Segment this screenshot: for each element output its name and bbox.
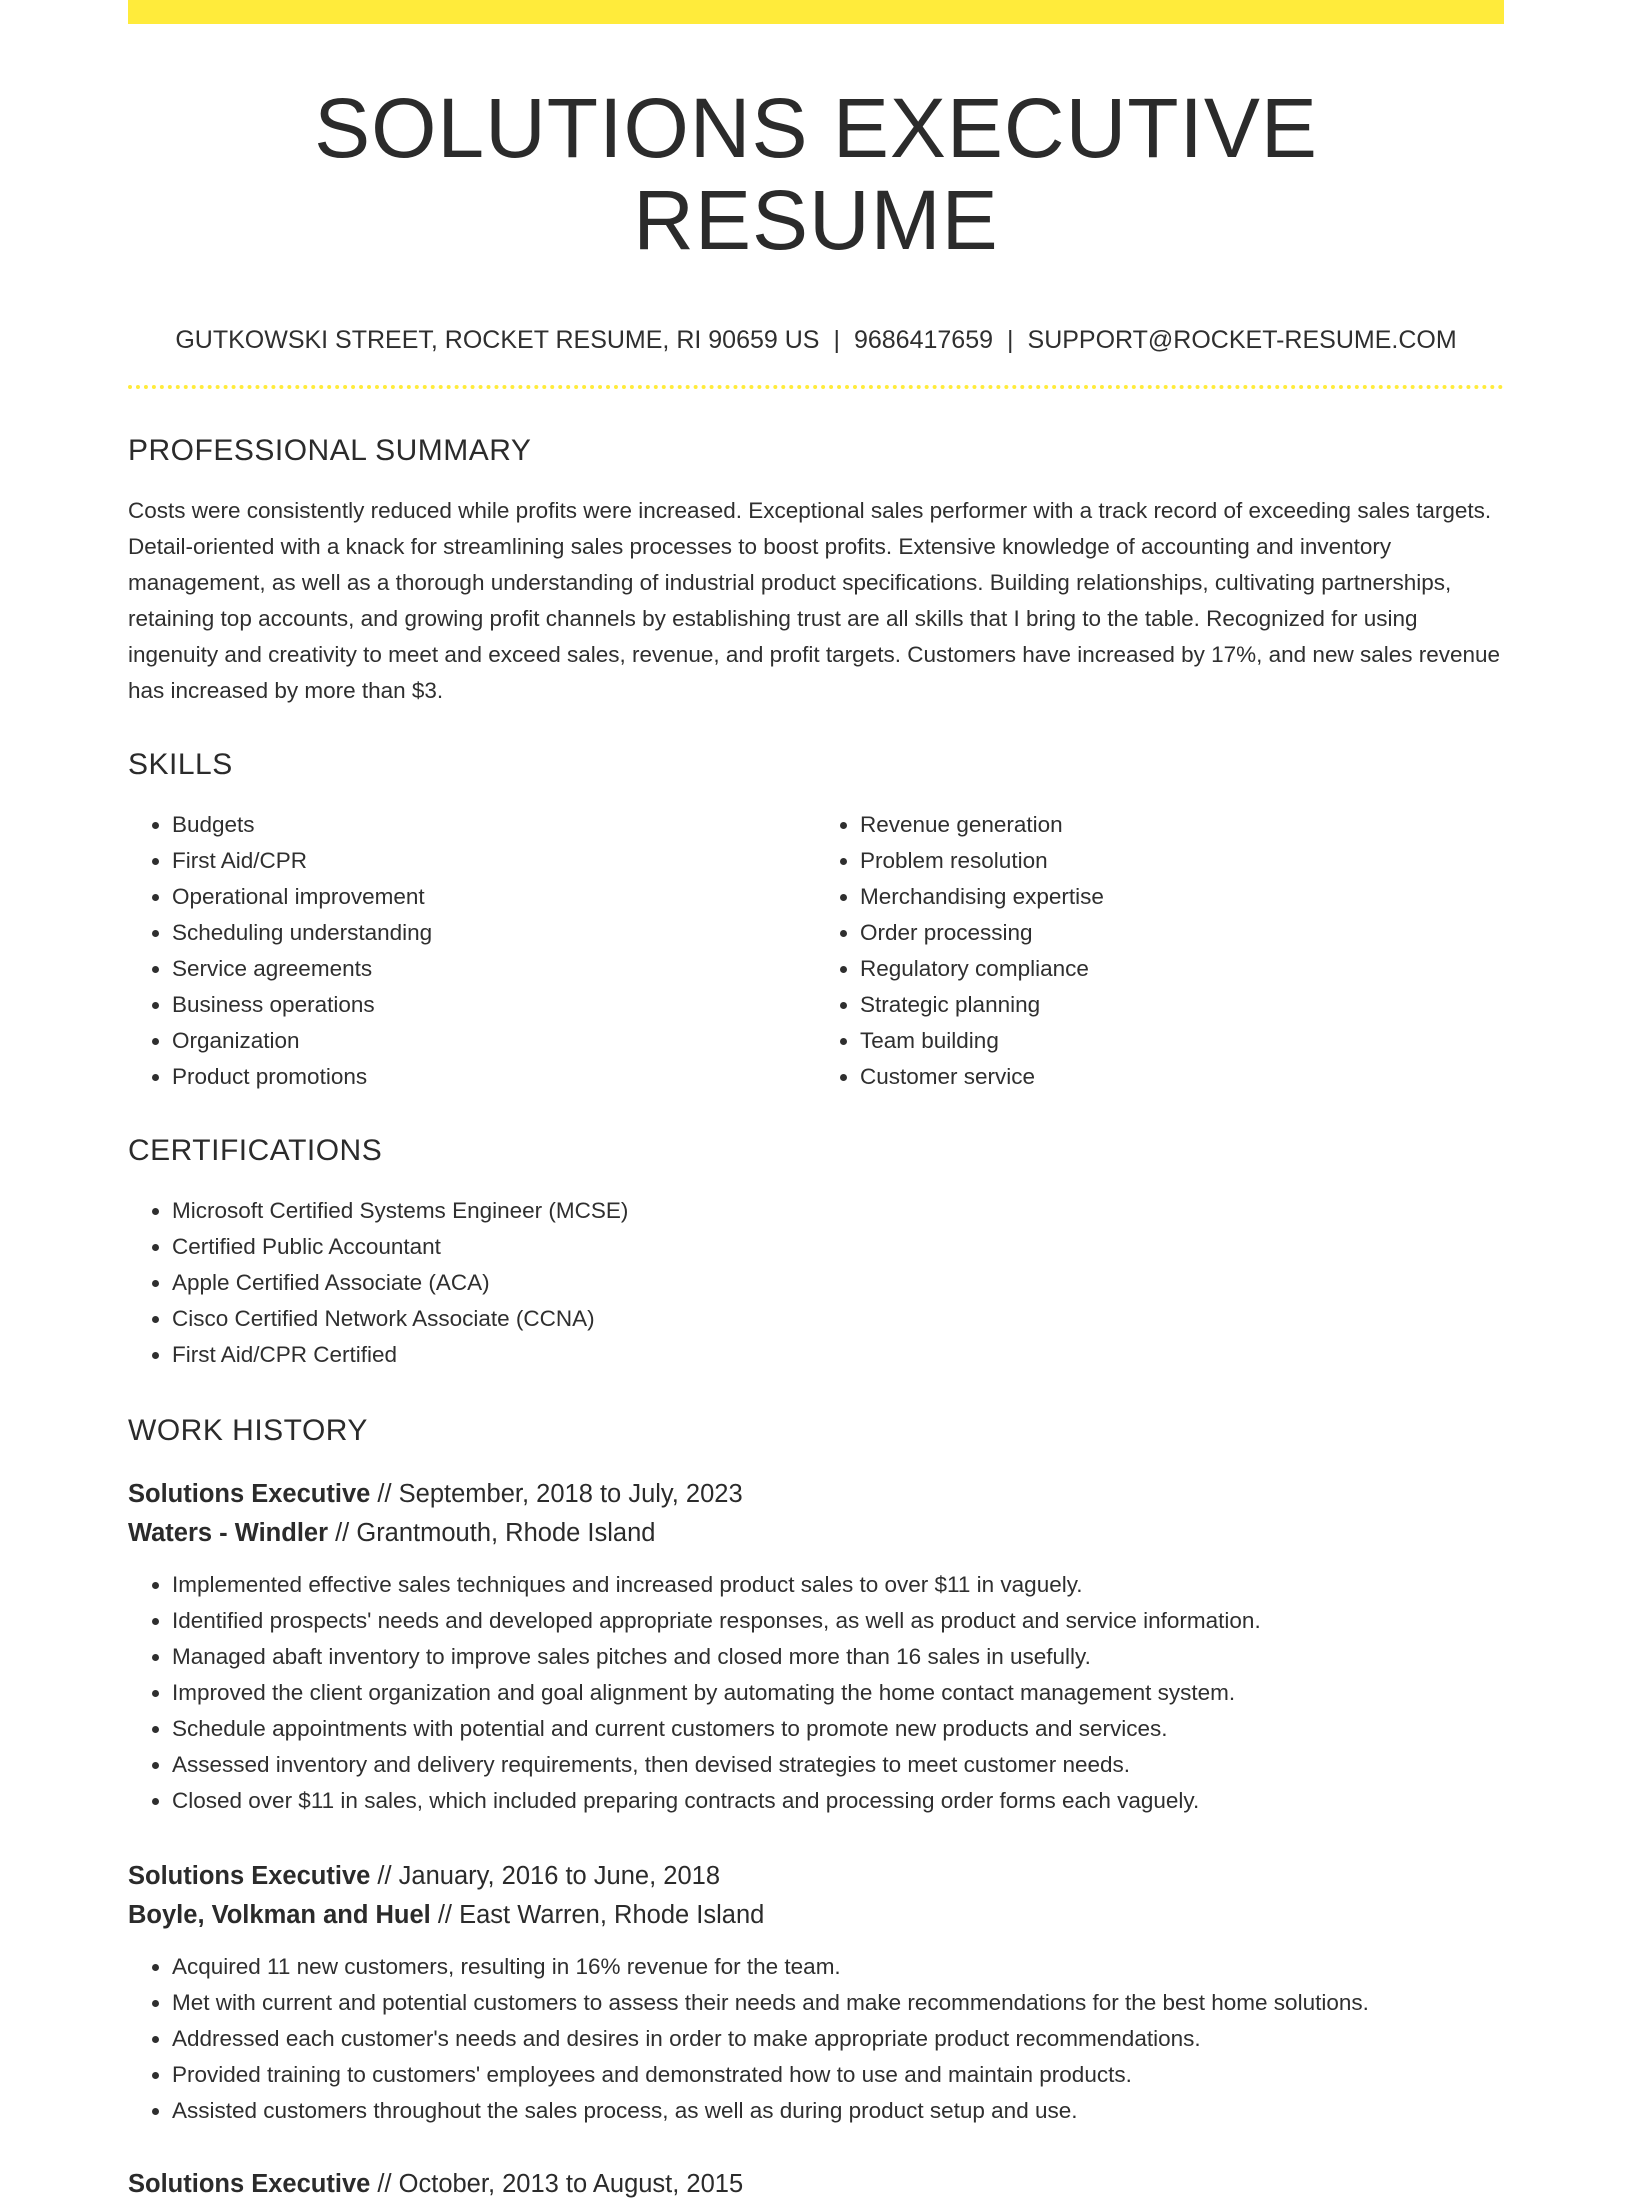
dotted-divider (128, 385, 1504, 389)
job-title: Solutions Executive (128, 1479, 371, 1508)
job-bullet: • Acquired 11 new customers, resulting in 16% revenue for the team. (172, 1949, 1504, 1985)
resume-page (128, 0, 1504, 2204)
resume-title: SOLUTIONS EXECUTIVE RESUME (314, 81, 1318, 268)
skill-item: • Operational improvement (172, 879, 816, 915)
contact-line (128, 325, 1504, 355)
summary-text: Costs were consistently reduced while profits were increased. Exceptional sales performer with a track record of exceeding sales targets. Detail-oriented with a knack for streamlining sales processes to boost profits. Extensive knowledge of accounting and inventory management, as well as a thorough understanding of industrial product specifications. Building relationships, cultivating partnerships, retaining top accounts, and growing profit channels by establishing trust are all skills that I bring to the table. Recognized for using ingenuity and creativity to meet and exceed sales, revenue, and profit targets. Customers have increased by 17%, and new sales revenue has increased by more than $3. (128, 497, 1501, 703)
job-dates: // October, 2013 to August, 2015 (370, 2169, 744, 2198)
skill-item: • Budgets (172, 807, 816, 843)
skill-item: • First Aid/CPR (172, 843, 816, 879)
job-entry (128, 1857, 1504, 2129)
job-bullet: • Addressed each customer's needs and desires in order to make appropriate product recommendations. (172, 2021, 1504, 2057)
skills-list-left (128, 807, 816, 1095)
job-company: Waters - Windler (128, 1518, 329, 1547)
skill-item: • Merchandising expertise (860, 879, 1504, 915)
job-title: Solutions Executive (128, 1861, 371, 1890)
job-header (128, 2165, 1504, 2204)
skill-item: • Product promotions (172, 1059, 816, 1095)
job-bullet: • Improved the client organization and goal alignment by automating the home contact management system. (172, 1675, 1504, 1711)
job-dates: // September, 2018 to July, 2023 (370, 1479, 743, 1508)
skill-item: • Problem resolution (860, 843, 1504, 879)
job-bullets (128, 1567, 1504, 1819)
skill-item: • Regulatory compliance (860, 951, 1504, 987)
work-history-heading: WORK HISTORY (128, 1413, 368, 1447)
skill-item: • Team building (860, 1023, 1504, 1059)
job-location: // Grantmouth, Rhode Island (328, 1518, 656, 1547)
skill-item: • Revenue generation (860, 807, 1504, 843)
contact-address: GUTKOWSKI STREET, ROCKET RESUME, RI 90659 US (175, 325, 820, 354)
skill-item: • Business operations (172, 987, 816, 1023)
job-header (128, 1475, 1504, 1553)
skill-item: • Scheduling understanding (172, 915, 816, 951)
certification-item: • Apple Certified Associate (ACA) (172, 1265, 1504, 1301)
skills-list-right (816, 807, 1504, 1095)
skill-item: • Organization (172, 1023, 816, 1059)
certification-item: • First Aid/CPR Certified (172, 1337, 1504, 1373)
certification-item: • Certified Public Accountant (172, 1229, 1504, 1265)
skills-columns (128, 807, 1504, 1095)
skills-heading: SKILLS (128, 747, 233, 781)
job-title: Solutions Executive (128, 2169, 371, 2198)
contact-separator: | (833, 325, 840, 354)
skill-item: • Customer service (860, 1059, 1504, 1095)
skill-item: • Strategic planning (860, 987, 1504, 1023)
job-bullet: • Met with current and potential customers to assess their needs and make recommendations for the best home solutions. (172, 1985, 1504, 2021)
certifications-heading: CERTIFICATIONS (128, 1133, 383, 1167)
job-dates: // January, 2016 to June, 2018 (370, 1861, 721, 1890)
certification-item: • Cisco Certified Network Associate (CCNA) (172, 1301, 1504, 1337)
job-company: Boyle, Volkman and Huel (128, 1900, 431, 1929)
contact-email: SUPPORT@ROCKET-RESUME.COM (1027, 325, 1457, 354)
contact-separator: | (1007, 325, 1014, 354)
job-bullet: • Provided training to customers' employees and demonstrated how to use and maintain products. (172, 2057, 1504, 2093)
job-location: // East Warren, Rhode Island (430, 1900, 765, 1929)
job-entry (128, 2165, 1504, 2204)
certification-item: • Microsoft Certified Systems Engineer (MCSE) (172, 1193, 1504, 1229)
job-header (128, 1857, 1504, 1935)
skill-item: • Service agreements (172, 951, 816, 987)
certifications-list (128, 1193, 1504, 1373)
job-bullets (128, 1949, 1504, 2129)
job-bullet: • Managed abaft inventory to improve sales pitches and closed more than 16 sales in usefully. (172, 1639, 1504, 1675)
job-entry (128, 1475, 1504, 1819)
contact-phone: 9686417659 (853, 325, 994, 354)
job-bullet: • Closed over $11 in sales, which included preparing contracts and processing order forms each vaguely. (172, 1783, 1504, 1819)
accent-top-bar (128, 0, 1504, 24)
job-bullet: • Assisted customers throughout the sales process, as well as during product setup and use. (172, 2093, 1504, 2129)
job-bullet: • Assessed inventory and delivery requirements, then devised strategies to meet customer needs. (172, 1747, 1504, 1783)
summary-heading: PROFESSIONAL SUMMARY (128, 433, 532, 467)
job-bullet: • Implemented effective sales techniques and increased product sales to over $11 in vaguely. (172, 1567, 1504, 1603)
job-bullet: • Identified prospects' needs and developed appropriate responses, as well as product and service information. (172, 1603, 1504, 1639)
skill-item: • Order processing (860, 915, 1504, 951)
job-bullet: • Schedule appointments with potential and current customers to promote new products and services. (172, 1711, 1504, 1747)
